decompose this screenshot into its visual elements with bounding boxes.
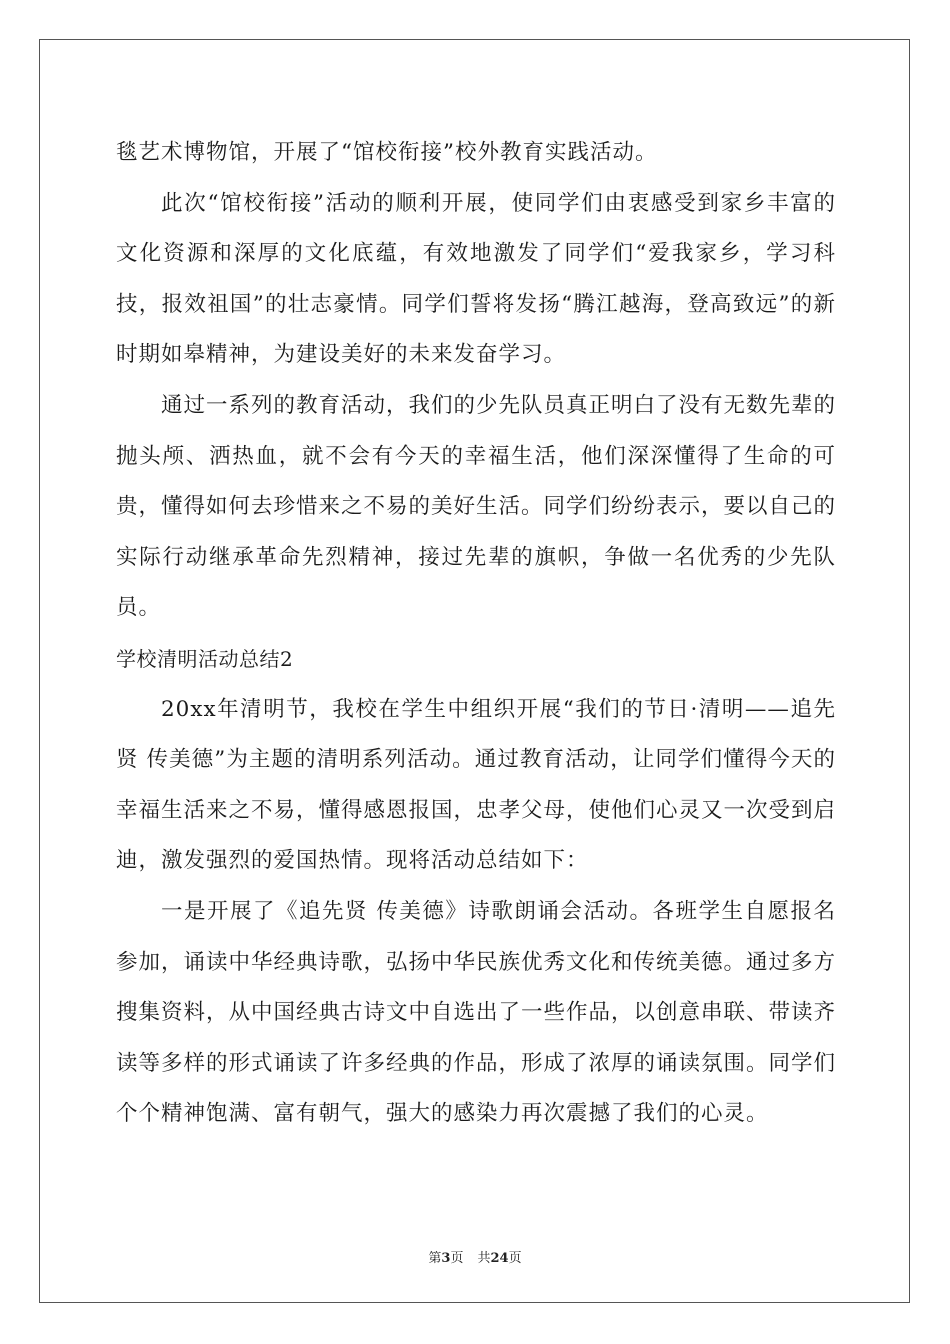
- section-heading: 学校清明活动总结2: [116, 646, 294, 671]
- paragraph: 通过一系列的教育活动，我们的少先队员真正明白了没有无数先辈的抛头颅、洒热血，就不会有今天的幸福生活，他们深深懂得了生命的可贵，懂得如何去珍惜来之不易的美好生活。同学们纷纷表示，要以自己的实际行动继承革命先烈精神，接过先辈的旗帜，争做一名优秀的少先队员。: [116, 392, 837, 621]
- paragraph: 20xx年清明节，我校在学生中组织开展“我们的节日·清明——追先贤 传美德”为主题的清明系列活动。通过教育活动，让同学们懂得今天的幸福生活来之不易，懂得感恩报国，忠孝父母，使他们心灵又一次受到启迪，激发强烈的爱国热情。现将活动总结如下：: [116, 696, 837, 874]
- paragraph: 一是开展了《追先贤 传美德》诗歌朗诵会活动。各班学生自愿报名参加，诵读中华经典诗歌，弘扬中华民族优秀文化和传统美德。通过多方搜集资料，从中国经典古诗文中自选出了一些作品，以创意串联、带读齐读等多样的形式诵读了许多经典的作品，形成了浓厚的诵读氛围。同学们个个精神饱满、富有朝气，强大的感染力再次震撼了我们的心灵。: [116, 898, 837, 1127]
- total-prefix: 共: [477, 1251, 491, 1266]
- page-prefix: 第: [428, 1251, 442, 1266]
- page-unit: 页: [450, 1251, 464, 1266]
- page-footer: [0, 1247, 950, 1266]
- document-body: [116, 128, 836, 1140]
- page-total: 24: [490, 1251, 509, 1266]
- paragraph: 此次“馆校衔接”活动的顺利开展，使同学们由衷感受到家乡丰富的文化资源和深厚的文化底蕴，有效地激发了同学们“爱我家乡，学习科技，报效祖国”的壮志豪情。同学们誓将发扬“腾江越海，登高致远”的新时期如皋精神，为建设美好的未来发奋学习。: [116, 190, 836, 368]
- paragraph-continued: 毯艺术博物馆，开展了“馆校衔接”校外教育实践活动。: [116, 140, 658, 165]
- total-unit: 页: [508, 1251, 522, 1266]
- page-current: 3: [441, 1251, 451, 1266]
